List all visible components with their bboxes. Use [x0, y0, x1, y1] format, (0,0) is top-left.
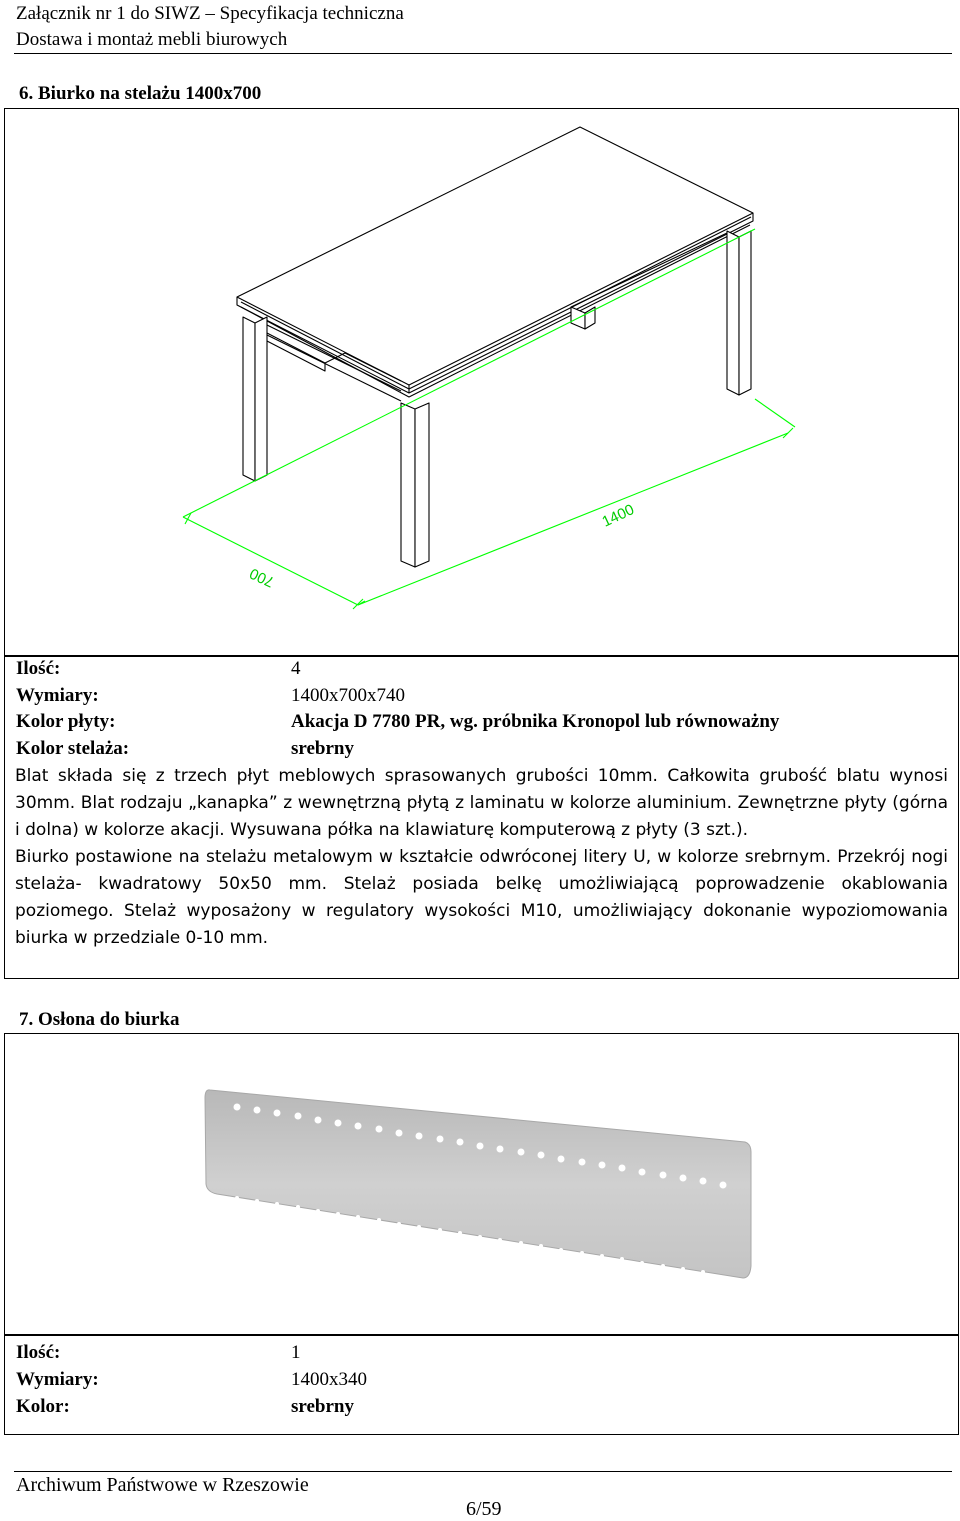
- spec-label: Ilość:: [16, 658, 61, 679]
- dimension-width-label: 700: [247, 564, 277, 591]
- desk-drawing-frame: [4, 108, 959, 656]
- spec-value: 4: [291, 658, 301, 679]
- desk-drawing: [5, 109, 958, 655]
- spec-label: Kolor płyty:: [16, 711, 116, 732]
- section-6-title: 6. Biurko na stelażu 1400x700: [19, 83, 262, 104]
- spec-row-color: [16, 1394, 354, 1420]
- spec-value: 1400x340: [291, 1369, 367, 1390]
- description-paragraph: Biurko postawione na stelażu metalowym w kształcie odwróconej litery U, w kolorze srebrnym. Przekrój nogi stelaża- kwadratowy 50x50 mm. Stelaż posiada belkę umożliwiającą poprowadzenie okablowania poziomego. Stelaż wyposażony w regulatory wysokości M10, umożliwiający dokonanie wypoziomowania biurka w przedziale 0-10 mm.: [15, 847, 948, 948]
- spec-row-quantity: [16, 1340, 301, 1366]
- spec-label: Ilość:: [16, 1342, 61, 1363]
- section-6-description: [15, 763, 948, 952]
- footer-divider: [14, 1471, 952, 1472]
- panel-image-frame: [4, 1033, 959, 1335]
- footer-archive: Archiwum Państwowe w Rzeszowie: [16, 1474, 309, 1496]
- spec-label: Kolor stelaża:: [16, 738, 130, 759]
- spec-value: Akacja D 7780 PR, wg. próbnika Kronopol lub równoważny: [291, 711, 780, 732]
- spec-row-board-color: [16, 709, 779, 735]
- spec-value: srebrny: [291, 738, 354, 759]
- spec-row-quantity: [16, 656, 301, 682]
- spec-row-frame-color: [16, 736, 354, 762]
- description-paragraph: Blat składa się z trzech płyt meblowych sprasowanych grubości 10mm. Całkowita grubość blatu wynosi 30mm. Blat rodzaju „kanapka” z wewnętrzną płytą z laminatu w kolorze aluminium. Zewnętrzne płyty (górna i dolna) w kolorze akacji. Wysuwana półka na klawiaturę komputerową z płyty (3 szt.).: [15, 766, 948, 840]
- document-header-subtitle: Dostawa i montaż mebli biurowych: [16, 29, 288, 50]
- modesty-panel-image: [5, 1034, 958, 1334]
- spec-row-dimensions: [16, 683, 405, 709]
- spec-label: Kolor:: [16, 1396, 70, 1417]
- section-7-title: 7. Osłona do biurka: [19, 1009, 180, 1030]
- dimension-length-label: 1400: [599, 501, 637, 531]
- page-number: 6/59: [466, 1498, 502, 1520]
- document-header-title: Załącznik nr 1 do SIWZ – Specyfikacja techniczna: [16, 3, 404, 24]
- spec-value: 1400x700x740: [291, 685, 405, 706]
- spec-value: srebrny: [291, 1396, 354, 1417]
- header-divider: [14, 53, 952, 54]
- spec-label: Wymiary:: [16, 685, 99, 706]
- spec-label: Wymiary:: [16, 1369, 99, 1390]
- spec-row-dimensions: [16, 1367, 367, 1393]
- spec-value: 1: [291, 1342, 301, 1363]
